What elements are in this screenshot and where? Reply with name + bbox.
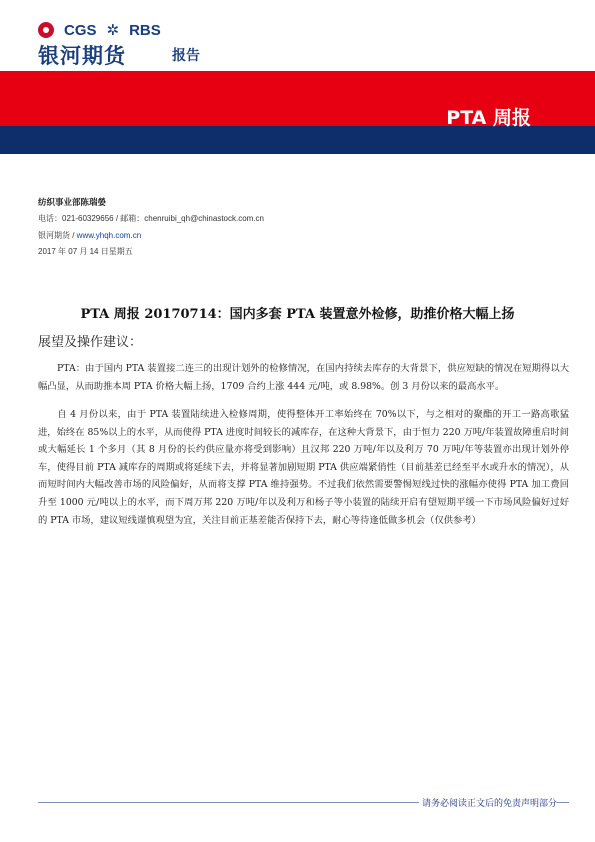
report-label: 报告 [172, 48, 200, 64]
company-logo [38, 20, 161, 40]
brand-name: 银河期货 [38, 44, 126, 68]
disclaimer-note: 请务必阅读正文后的免责声明部分 [419, 796, 557, 809]
website-prefix: 银河期货 / [38, 231, 77, 240]
author-department: 纺织事业部陈瑞嫈 [38, 197, 107, 207]
website-line [38, 230, 141, 241]
report-title: PTA 周报 20170714：国内多套 PTA 装置意外检修，助推价格大幅上扬 [80, 307, 515, 322]
cgs-logo-icon [38, 22, 54, 38]
rbs-logo-text: RBS [129, 21, 161, 39]
paragraph-analysis [38, 406, 569, 529]
paragraph-2-text: 自 4 月份以来，由于 PTA 装置陆续进入检修周期，使得整体开工率始终在 70%以下，与之相对的聚酯的开工一路高歌猛进，始终在 85%以上的水平，从而使得 PTA 进度时间较长的减库存，在这种大背景下，由于恒力 220 万吨/年装置故障重启时间或大幅延长 1 个多月（其 8 月份的长约供应量亦将受到影响）且汉邦 220 万吨/年以及利万 70 万吨/年等装置亦出现计划外停车，使得目前 PTA 减库存的周期或将延续下去，并将显著加剧短期 PTA 供应端紧俏性（目前基差已经至平水或升水的情况），从而短时间内大幅改善市场的风险偏好，从而将支撑 PTA 维持强势。不过我们依然需要警惕短线过快的涨幅亦使得 PTA 加工费回升至 1000 元/吨以上的水平，而下周万邦 220 万吨/年以及利万和杨子等小装置的陆续开启有望短期平缓一下市场风险偏好过好的 PTA 市场，建议短线谨慎观望为宜，关注目前正基差能否保持下去，耐心等待逢低做多机会（仅供参考） [38, 409, 569, 526]
author-contact: 电话：021-60329656 / 邮箱：chenruibi_qh@chinastock.com.cn [38, 214, 265, 223]
paragraph-pta-summary [38, 360, 569, 395]
section-heading: 展望及操作建议： [38, 335, 143, 350]
rbs-logo-icon: ✲ [106, 21, 120, 39]
paragraph-1-text: PTA：由于国内 PTA 装置接二连三的出现计划外的检修情况，在国内持续去库存的大背景下，供应短缺的情况在短期得以大幅凸显，从而助推本周 PTA 价格大幅上扬，1709 合约上涨 444 元/吨，或 8.98%。创 3 月份以来的最高水平。 [38, 363, 569, 392]
header-navy-band [0, 126, 595, 154]
report-type-title: PTA 周报 [446, 107, 531, 129]
website-link[interactable]: www.yhqh.com.cn [76, 231, 142, 240]
cgs-logo-text: CGS [64, 21, 97, 39]
report-date: 2017 年 07 月 14 日星期五 [38, 247, 133, 256]
